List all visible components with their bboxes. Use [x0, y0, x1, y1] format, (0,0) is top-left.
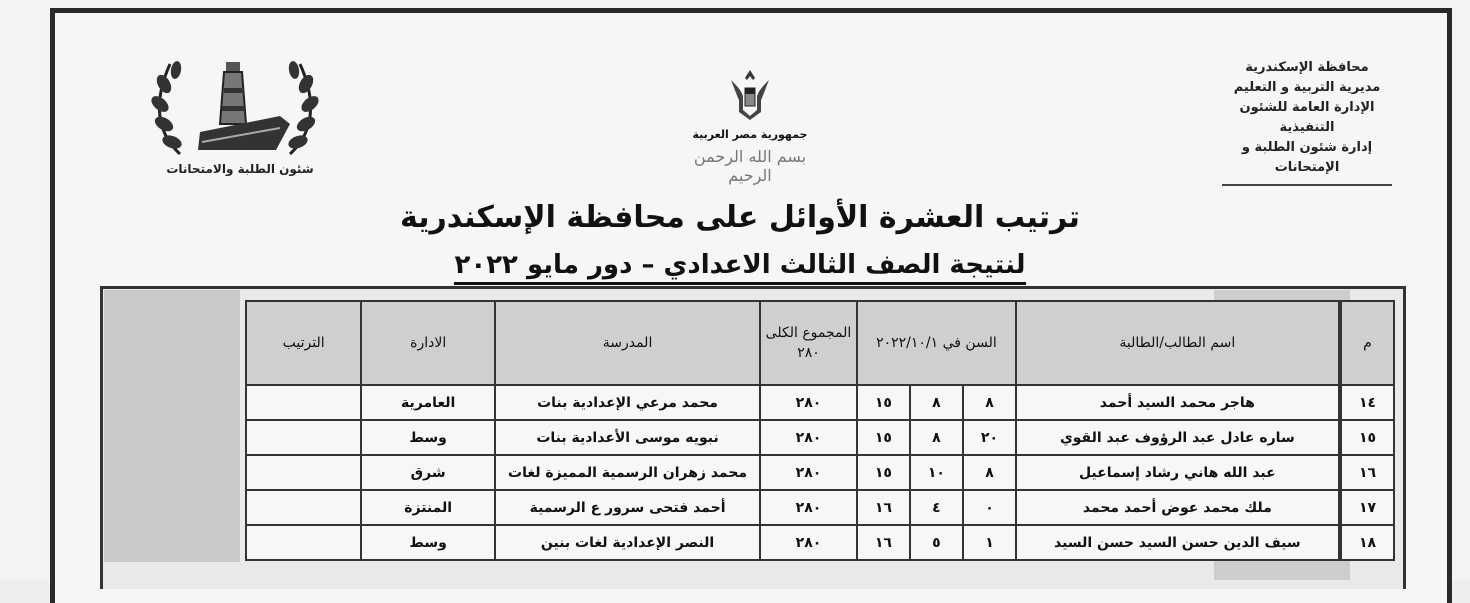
admin-area: شرق: [361, 455, 495, 490]
subtitle-text: لنتيجة الصف الثالث الاعدادي – دور مايو ٢٠٢٢: [454, 250, 1025, 285]
rank-cell: [246, 385, 361, 420]
student-name: عبد الله هاني رشاد إسماعيل: [1016, 455, 1339, 490]
student-name: هاجر محمد السيد أحمد: [1016, 385, 1339, 420]
school-name: نبويه موسى الأعدادية بنات: [495, 420, 760, 455]
age-months: ٥: [910, 525, 963, 560]
header-name: اسم الطالب/الطالبة: [1016, 301, 1339, 385]
header-age: السن في ٢٠٢٢/١٠/١: [857, 301, 1016, 385]
total-score: ٢٨٠: [760, 455, 857, 490]
header-line: إدارة شئون الطلبة و الإمتحانات: [1241, 140, 1373, 175]
age-days: ٨: [963, 385, 1016, 420]
total-score: ٢٨٠: [760, 420, 857, 455]
header-rank: الترتيب: [246, 301, 361, 385]
redacted-cell: [1339, 490, 1341, 525]
student-name: ساره عادل عبد الرؤوف عبد القوي: [1016, 420, 1339, 455]
logo-caption: شئون الطلبة والامتحانات: [166, 162, 314, 176]
rank-cell: [246, 525, 361, 560]
header-index: م: [1341, 301, 1394, 385]
table-header-row: [246, 301, 1394, 385]
school-name: أحمد فتحى سرور ع الرسمية: [495, 490, 760, 525]
country-label: جمهورية مصر العربية: [692, 128, 808, 141]
redacted-cell: [1339, 385, 1341, 420]
admin-area: وسط: [361, 525, 495, 560]
total-score: ٢٨٠: [760, 525, 857, 560]
age-years: ١٦: [857, 490, 910, 525]
age-days: ٢٠: [963, 420, 1016, 455]
age-days: ٨: [963, 455, 1016, 490]
age-years: ١٥: [857, 455, 910, 490]
table-row: [246, 420, 1394, 455]
calligraphy-text: بسم الله الرحمن الرحيم: [693, 147, 807, 185]
rank-cell: [246, 490, 361, 525]
table-row: [246, 490, 1394, 525]
table-row: [246, 525, 1394, 560]
header-total: المجموع الكلى ٢٨٠: [760, 301, 857, 385]
student-name: ملك محمد عوض أحمد محمد: [1016, 490, 1339, 525]
row-index: ١٥: [1341, 420, 1394, 455]
age-months: ٨: [910, 420, 963, 455]
age-years: ١٦: [857, 525, 910, 560]
table-row: [246, 455, 1394, 490]
header-rule: [1222, 184, 1392, 186]
table-row: [246, 385, 1394, 420]
results-table: [245, 300, 1395, 561]
header-line: الإدارة العامة للشئون التنفيذية: [1239, 100, 1375, 135]
header-line: محافظة الإسكندرية: [1245, 60, 1369, 75]
student-name: سيف الدين حسن السيد حسن السيد: [1016, 525, 1339, 560]
eagle-emblem-icon: [725, 66, 775, 122]
admin-area: المنتزة: [361, 490, 495, 525]
age-months: ٨: [910, 385, 963, 420]
total-score: ٢٨٠: [760, 385, 857, 420]
age-days: ١: [963, 525, 1016, 560]
rank-cell: [246, 420, 361, 455]
age-days: ٠: [963, 490, 1016, 525]
age-years: ١٥: [857, 420, 910, 455]
redacted-cell: [1339, 525, 1341, 560]
school-name: النصر الإعدادية لغات بنين: [495, 525, 760, 560]
header-line: مديرية التربية و التعليم: [1233, 80, 1381, 95]
row-index: ١٤: [1341, 385, 1394, 420]
state-emblem: [690, 66, 810, 185]
age-months: ١٠: [910, 455, 963, 490]
header-redacted: [1339, 301, 1341, 385]
age-months: ٤: [910, 490, 963, 525]
page-subtitle: [420, 250, 1060, 280]
admin-area: وسط: [361, 420, 495, 455]
redacted-cell: [1339, 455, 1341, 490]
school-name: محمد زهران الرسمية المميزة لغات: [495, 455, 760, 490]
school-name: محمد مرعي الإعدادية بنات: [495, 385, 760, 420]
header-admin: الادارة: [361, 301, 495, 385]
department-logo: [140, 54, 330, 194]
lighthouse-ship-icon: [140, 54, 330, 164]
admin-area: العامرية: [361, 385, 495, 420]
row-index: ١٧: [1341, 490, 1394, 525]
header-school: المدرسة: [495, 301, 760, 385]
total-score: ٢٨٠: [760, 490, 857, 525]
row-index: ١٦: [1341, 455, 1394, 490]
row-index: ١٨: [1341, 525, 1394, 560]
age-years: ١٥: [857, 385, 910, 420]
redacted-area-left: [104, 290, 240, 562]
redacted-cell: [1339, 420, 1341, 455]
page-title: ترتيب العشرة الأوائل على محافظة الإسكندرية: [400, 200, 1080, 235]
directorate-header: [1212, 58, 1402, 186]
rank-cell: [246, 455, 361, 490]
